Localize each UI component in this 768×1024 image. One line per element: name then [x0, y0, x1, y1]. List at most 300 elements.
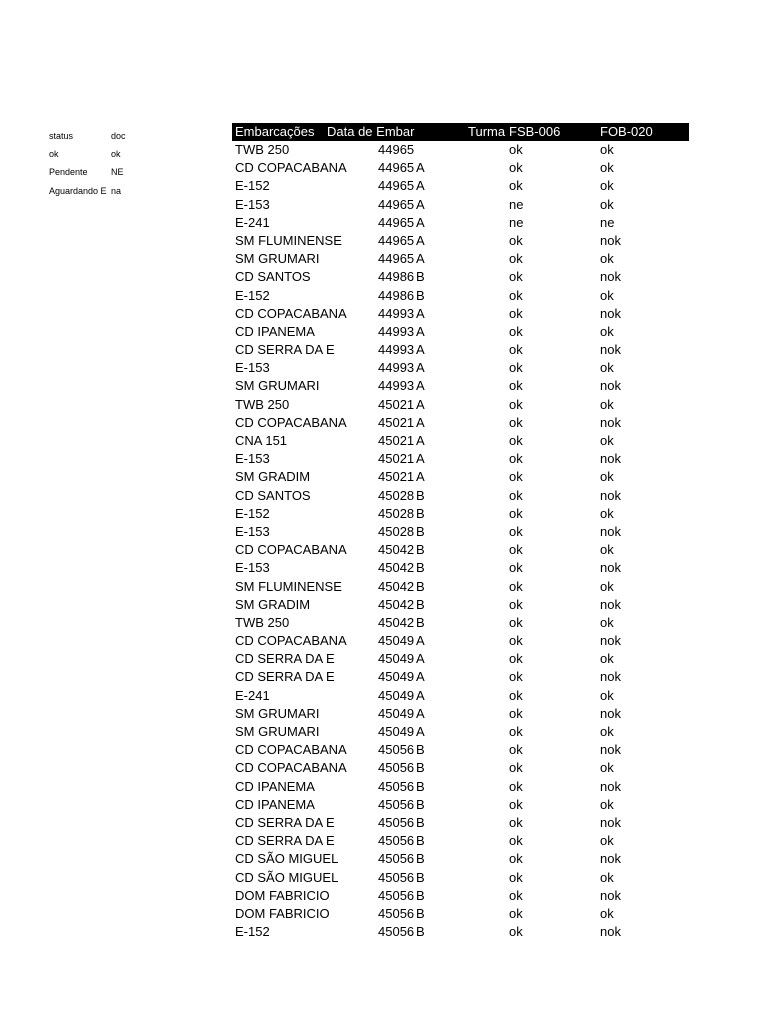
cell-date-turma — [378, 250, 509, 268]
table-row — [232, 177, 689, 195]
cell-fob: ok — [600, 323, 614, 339]
cell-date-spacer — [327, 414, 378, 432]
cell-vessel: E-153 — [235, 360, 270, 376]
cell-date: 44993 — [378, 378, 415, 394]
cell-vessel: SM GRADIM — [235, 469, 311, 485]
header-fsb: FSB-006 — [509, 124, 561, 139]
cell-vessel: E-152 — [235, 924, 270, 940]
cell-vessel: SM GRUMARI — [235, 378, 320, 394]
cell-date: 45042 — [378, 614, 415, 630]
cell-date: 45028 — [378, 505, 415, 521]
cell-date-spacer — [327, 468, 378, 486]
cell-date-spacer — [327, 450, 378, 468]
legend-doc: ok — [111, 149, 121, 160]
cell-date-turma — [378, 505, 509, 523]
cell-date: 44965 — [378, 160, 415, 176]
cell-fsb: ok — [509, 869, 523, 885]
cell-turma: A — [416, 451, 425, 467]
cell-date: 45056 — [378, 924, 415, 940]
cell-date: 45056 — [378, 814, 415, 830]
legend-doc: doc — [111, 131, 126, 141]
cell-date: 45056 — [378, 851, 415, 867]
cell-date-spacer — [327, 377, 378, 395]
cell-date: 45021 — [378, 451, 415, 467]
cell-fsb: ok — [509, 342, 523, 358]
cell-date-turma — [378, 541, 509, 559]
cell-fob: ok — [600, 287, 614, 303]
cell-date: 45042 — [378, 578, 415, 594]
cell-date-turma — [378, 687, 509, 705]
cell-fob: ok — [600, 869, 614, 885]
legend-doc: NE — [111, 167, 124, 178]
cell-fob: nok — [600, 924, 621, 940]
cell-date-spacer — [327, 614, 378, 632]
cell-date: 45056 — [378, 778, 415, 794]
cell-fsb: ok — [509, 578, 523, 594]
cell-vessel: E-241 — [235, 214, 270, 230]
cell-vessel: CD SÃO MIGUEL — [235, 851, 339, 867]
table-row — [232, 850, 689, 868]
cell-turma: A — [416, 396, 425, 412]
cell-fsb: ok — [509, 323, 523, 339]
table-row — [232, 578, 689, 596]
cell-fob: ok — [600, 142, 614, 157]
cell-fob: ok — [600, 905, 614, 921]
cell-turma: B — [416, 833, 425, 849]
table-row — [232, 305, 689, 323]
cell-turma: A — [416, 232, 425, 248]
legend-status: ok — [49, 149, 59, 160]
cell-fob: nok — [600, 269, 621, 285]
cell-fob: ok — [600, 433, 614, 448]
cell-vessel: E-153 — [235, 560, 270, 576]
cell-fsb: ok — [509, 778, 523, 794]
cell-fob: nok — [600, 814, 621, 830]
cell-date: 44993 — [378, 305, 415, 321]
cell-vessel: CD COPACABANA — [235, 542, 347, 558]
cell-date-turma — [378, 450, 509, 468]
cell-fsb: ok — [509, 305, 523, 321]
cell-turma: A — [416, 342, 425, 358]
cell-fob: ok — [600, 360, 614, 376]
cell-turma: A — [416, 724, 425, 739]
cell-fob: ok — [600, 251, 614, 267]
cell-date-spacer — [327, 668, 378, 686]
cell-date: 45042 — [378, 596, 415, 612]
table-row — [232, 414, 689, 432]
cell-date-spacer — [327, 541, 378, 559]
cell-date-turma — [378, 305, 509, 323]
cell-date: 45049 — [378, 724, 415, 739]
cell-fsb: ok — [509, 687, 523, 703]
cell-fsb: ne — [509, 214, 524, 230]
cell-date-turma — [378, 632, 509, 650]
cell-fsb: ok — [509, 360, 523, 376]
cell-fsb: ok — [509, 851, 523, 867]
cell-date-spacer — [327, 432, 378, 450]
cell-vessel: CD COPACABANA — [235, 305, 347, 321]
cell-fsb: ok — [509, 378, 523, 394]
cell-date-turma — [378, 796, 509, 814]
cell-date-spacer — [327, 487, 378, 505]
cell-date-turma — [378, 741, 509, 759]
status-legend — [49, 127, 151, 200]
cell-date-spacer — [327, 923, 378, 941]
header-date: Data de Embar — [327, 124, 415, 139]
cell-vessel: E-153 — [235, 196, 270, 212]
cell-vessel: CD IPANEMA — [235, 778, 315, 794]
table-row — [232, 905, 689, 923]
cell-fob: ne — [600, 214, 615, 230]
cell-turma: A — [416, 196, 425, 212]
cell-date-spacer — [327, 759, 378, 777]
cell-date-spacer — [327, 814, 378, 832]
table-row — [232, 705, 689, 723]
cell-turma: B — [416, 596, 425, 612]
cell-fsb: ok — [509, 178, 523, 194]
cell-date-spacer — [327, 832, 378, 850]
cell-turma: B — [416, 869, 425, 885]
legend-doc: na — [111, 185, 122, 196]
table-row — [232, 287, 689, 305]
cell-turma: A — [416, 687, 425, 703]
cell-fob: ok — [600, 396, 614, 412]
legend-row — [49, 127, 151, 145]
cell-vessel: SM GRUMARI — [235, 251, 320, 267]
table-row — [232, 814, 689, 832]
cell-fob: ok — [600, 796, 614, 812]
cell-date-turma — [378, 468, 509, 486]
table-row — [232, 214, 689, 232]
cell-turma: A — [416, 414, 425, 430]
table-row — [232, 341, 689, 359]
cell-fob: ok — [600, 196, 614, 212]
cell-date-turma — [378, 232, 509, 250]
cell-date-spacer — [327, 723, 378, 741]
cell-date: 45049 — [378, 669, 415, 685]
cell-fsb: ok — [509, 487, 523, 503]
cell-date-spacer — [327, 523, 378, 541]
cell-turma: A — [416, 633, 425, 649]
cell-fsb: ok — [509, 596, 523, 612]
cell-fob: nok — [600, 451, 621, 467]
cell-turma: B — [416, 614, 425, 630]
cell-date-turma — [378, 323, 509, 341]
cell-date-turma — [378, 487, 509, 505]
cell-vessel: SM FLUMINENSE — [235, 578, 342, 594]
cell-turma: B — [416, 778, 425, 794]
cell-fsb: ok — [509, 287, 523, 303]
cell-turma: A — [416, 214, 425, 230]
cell-date-spacer — [327, 578, 378, 596]
header-turma-wrap — [378, 123, 468, 141]
cell-date: 44986 — [378, 269, 415, 285]
cell-turma: B — [416, 887, 425, 903]
cell-fsb: ok — [509, 887, 523, 903]
cell-date-turma — [378, 869, 509, 887]
cell-turma: B — [416, 742, 425, 758]
cell-fsb: ok — [509, 796, 523, 812]
cell-fsb: ok — [509, 651, 523, 667]
cell-vessel: CNA 151 — [235, 433, 288, 448]
table-row — [232, 505, 689, 523]
cell-date: 44993 — [378, 342, 415, 358]
cell-fsb: ok — [509, 142, 523, 157]
cell-fob: nok — [600, 778, 621, 794]
cell-vessel: SM FLUMINENSE — [235, 232, 342, 248]
cell-fob: nok — [600, 851, 621, 867]
legend-status: Aguardando E — [49, 185, 107, 196]
cell-date-turma — [378, 578, 509, 596]
cell-vessel: E-153 — [235, 523, 270, 539]
cell-turma: A — [416, 178, 425, 194]
cell-date-turma — [378, 923, 509, 941]
cell-turma: B — [416, 814, 425, 830]
table-row — [232, 668, 689, 686]
table-row — [232, 396, 689, 414]
cell-date-spacer — [327, 705, 378, 723]
cell-turma: A — [416, 305, 425, 321]
cell-vessel: CD SANTOS — [235, 269, 311, 285]
cell-fsb: ok — [509, 724, 523, 739]
cell-vessel: CD COPACABANA — [235, 633, 347, 649]
cell-fob: nok — [600, 523, 621, 539]
cell-date: 45042 — [378, 560, 415, 576]
table-row — [232, 141, 689, 159]
table-row — [232, 832, 689, 850]
cell-fob: ok — [600, 578, 614, 594]
cell-turma: A — [416, 469, 425, 485]
cell-fob: nok — [600, 560, 621, 576]
cell-vessel: SM GRUMARI — [235, 724, 320, 739]
cell-vessel: CD COPACABANA — [235, 160, 347, 176]
cell-date-spacer — [327, 196, 378, 214]
cell-turma: A — [416, 669, 425, 685]
cell-turma: B — [416, 269, 425, 285]
cell-fob: ok — [600, 760, 614, 776]
cell-date-spacer — [327, 177, 378, 195]
cell-fsb: ok — [509, 433, 523, 448]
cell-date-spacer — [327, 796, 378, 814]
cell-turma: B — [416, 578, 425, 594]
cell-date-turma — [378, 650, 509, 668]
cell-date: 44965 — [378, 196, 415, 212]
cell-fob: nok — [600, 305, 621, 321]
cell-date-spacer — [327, 250, 378, 268]
cell-date: 45056 — [378, 905, 415, 921]
cell-date-spacer — [327, 232, 378, 250]
cell-date-spacer — [327, 141, 378, 159]
cell-fsb: ok — [509, 560, 523, 576]
header-vessel: Embarcações — [235, 124, 315, 139]
cell-fsb: ok — [509, 542, 523, 558]
table-row — [232, 377, 689, 395]
cell-date-turma — [378, 705, 509, 723]
cell-fsb: ok — [509, 924, 523, 940]
cell-date-turma — [378, 814, 509, 832]
cell-turma: A — [416, 323, 425, 339]
table-row — [232, 268, 689, 286]
table-row — [232, 887, 689, 905]
table-row — [232, 487, 689, 505]
cell-turma: A — [416, 378, 425, 394]
cell-date-spacer — [327, 741, 378, 759]
cell-vessel: CD SERRA DA E — [235, 833, 335, 849]
cell-date: 45056 — [378, 760, 415, 776]
cell-date: 44965 — [378, 214, 415, 230]
table-row — [232, 323, 689, 341]
cell-date-turma — [378, 159, 509, 177]
cell-vessel: CD SERRA DA E — [235, 651, 335, 667]
cell-date-turma — [378, 887, 509, 905]
cell-vessel: E-153 — [235, 451, 270, 467]
cell-date-spacer — [327, 869, 378, 887]
cell-date-turma — [378, 614, 509, 632]
cell-fob: ok — [600, 542, 614, 558]
table-row — [232, 523, 689, 541]
table-row — [232, 923, 689, 941]
cell-date-spacer — [327, 905, 378, 923]
legend-row — [49, 182, 151, 200]
cell-vessel: SM GRUMARI — [235, 705, 320, 721]
cell-fsb: ok — [509, 451, 523, 467]
cell-fsb: ok — [509, 396, 523, 412]
cell-vessel: E-152 — [235, 178, 270, 194]
cell-date: 45021 — [378, 414, 415, 430]
cell-date-turma — [378, 196, 509, 214]
cell-date-turma — [378, 778, 509, 796]
cell-vessel: CD SERRA DA E — [235, 669, 335, 685]
cell-fsb: ok — [509, 614, 523, 630]
cell-date: 45049 — [378, 651, 415, 667]
cell-fsb: ok — [509, 742, 523, 758]
cell-turma: B — [416, 560, 425, 576]
cell-date-turma — [378, 559, 509, 577]
cell-date: 45049 — [378, 705, 415, 721]
cell-date: 45056 — [378, 869, 415, 885]
cell-date-spacer — [327, 396, 378, 414]
cell-vessel: CD IPANEMA — [235, 323, 315, 339]
cell-vessel: CD SERRA DA E — [235, 814, 335, 830]
table-row — [232, 159, 689, 177]
table-body — [232, 141, 689, 941]
cell-fsb: ok — [509, 414, 523, 430]
cell-fob: nok — [600, 596, 621, 612]
cell-date-turma — [378, 359, 509, 377]
cell-date-turma — [378, 596, 509, 614]
cell-fsb: ok — [509, 833, 523, 849]
cell-fsb: ok — [509, 160, 523, 176]
cell-vessel: E-241 — [235, 687, 270, 703]
cell-fob: nok — [600, 487, 621, 503]
table-row — [232, 450, 689, 468]
table-row — [232, 359, 689, 377]
cell-date: 45056 — [378, 742, 415, 758]
cell-fob: nok — [600, 414, 621, 430]
cell-vessel: E-152 — [235, 505, 270, 521]
table-row — [232, 632, 689, 650]
cell-turma: B — [416, 851, 425, 867]
header-fob: FOB-020 — [600, 124, 653, 139]
cell-fob: ok — [600, 178, 614, 194]
cell-fsb: ok — [509, 505, 523, 521]
cell-turma: B — [416, 760, 425, 776]
cell-fob: nok — [600, 378, 621, 394]
cell-turma: B — [416, 796, 425, 812]
cell-date: 45028 — [378, 523, 415, 539]
cell-fob: nok — [600, 742, 621, 758]
cell-date-spacer — [327, 287, 378, 305]
cell-date: 45056 — [378, 833, 415, 849]
embarcacoes-table — [232, 123, 689, 941]
cell-fsb: ok — [509, 669, 523, 685]
cell-date-turma — [378, 668, 509, 686]
cell-fsb: ok — [509, 705, 523, 721]
cell-date-spacer — [327, 359, 378, 377]
cell-fob: nok — [600, 887, 621, 903]
cell-vessel: TWB 250 — [235, 142, 290, 157]
cell-fob: nok — [600, 232, 621, 248]
cell-turma: A — [416, 360, 425, 376]
cell-date-spacer — [327, 505, 378, 523]
cell-date: 45056 — [378, 887, 415, 903]
table-row — [232, 650, 689, 668]
cell-date-turma — [378, 341, 509, 359]
cell-turma: A — [416, 433, 425, 448]
cell-date: 45056 — [378, 796, 415, 812]
header-turma: Turma — [468, 124, 506, 139]
cell-date-turma — [378, 214, 509, 232]
cell-date-spacer — [327, 632, 378, 650]
cell-fsb: ne — [509, 196, 524, 212]
cell-date: 44965 — [378, 142, 415, 157]
cell-vessel: CD SERRA DA E — [235, 342, 335, 358]
legend-row — [49, 163, 151, 181]
cell-vessel: TWB 250 — [235, 614, 290, 630]
table-row — [232, 869, 689, 887]
cell-date-turma — [378, 905, 509, 923]
cell-date-turma — [378, 432, 509, 450]
cell-date-spacer — [327, 559, 378, 577]
cell-date: 45049 — [378, 633, 415, 649]
cell-fob: ok — [600, 651, 614, 667]
cell-date: 45021 — [378, 469, 415, 485]
table-row — [232, 232, 689, 250]
table-row — [232, 796, 689, 814]
table-row — [232, 723, 689, 741]
cell-date-spacer — [327, 268, 378, 286]
cell-turma: B — [416, 924, 425, 940]
cell-fsb: ok — [509, 523, 523, 539]
cell-date: 44993 — [378, 360, 415, 376]
table-row — [232, 687, 689, 705]
table-row — [232, 541, 689, 559]
cell-vessel: CD IPANEMA — [235, 796, 315, 812]
cell-fsb: ok — [509, 469, 523, 485]
cell-date-turma — [378, 377, 509, 395]
cell-vessel: CD COPACABANA — [235, 742, 347, 758]
cell-date-spacer — [327, 687, 378, 705]
cell-turma: A — [416, 651, 425, 667]
cell-fob: ok — [600, 833, 614, 849]
cell-turma: B — [416, 505, 425, 521]
cell-date-turma — [378, 177, 509, 195]
cell-date-spacer — [327, 214, 378, 232]
cell-fsb: ok — [509, 814, 523, 830]
cell-fob: ok — [600, 160, 614, 176]
cell-turma: B — [416, 523, 425, 539]
cell-vessel: CD COPACABANA — [235, 760, 347, 776]
